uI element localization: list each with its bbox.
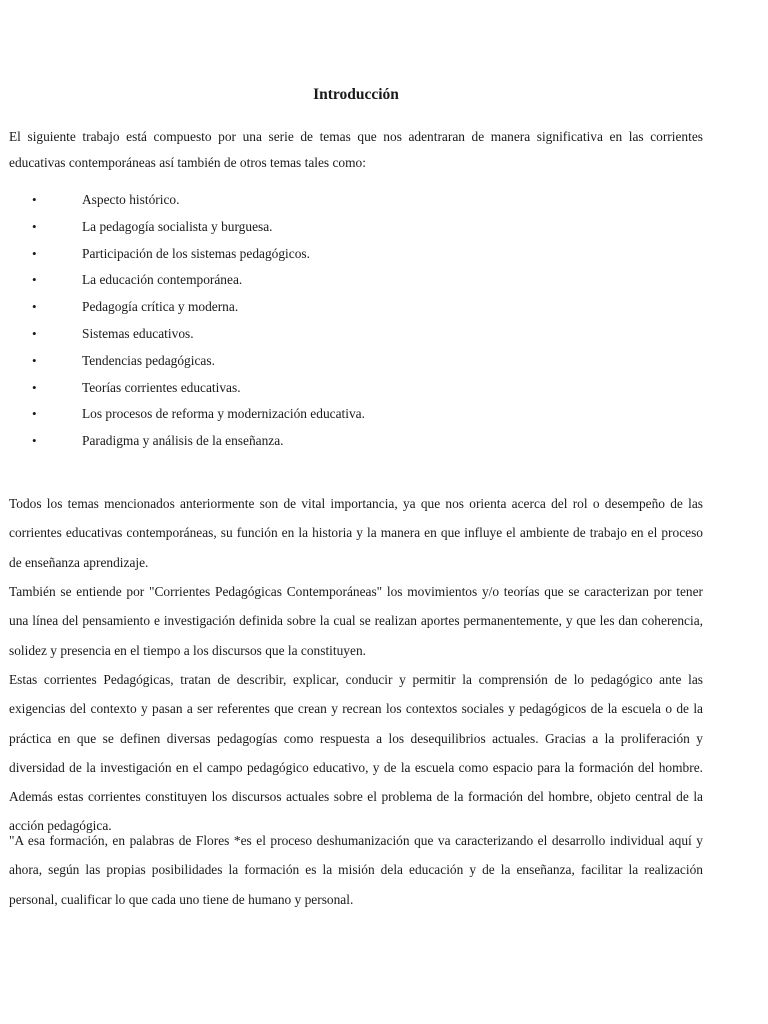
- bullet-icon: •: [32, 406, 37, 422]
- bullet-icon: •: [32, 192, 37, 207]
- list-item-text: Sistemas educativos.: [82, 325, 194, 341]
- body-paragraph-3: Estas corrientes Pedagógicas, tratan de describir, explicar, conducir y permitir la comprensión de lo pedagógico ante las exigencias del contexto y pasan a ser referentes que crean y recrean los contextos sociales y pedagógicos de la escuela o de la práctica en que se definen diversas pedagogías como respuesta a los desequilibrios actuales. Gracias a la proliferación y diversidad de la investigación en el campo pedagógico educativo, y de la escuela como espacio para la formación del hombre. Además estas corrientes constituyen los discursos actuales sobre el problema de la formación del hombre, objeto central de la acción pedagógica.: [9, 672, 703, 834]
- list-item-text: La pedagogía socialista y burguesa.: [82, 218, 273, 234]
- topic-list: [0, 187, 700, 455]
- list-item: [0, 428, 700, 455]
- bullet-icon: •: [32, 379, 37, 395]
- bullet-icon: •: [32, 299, 37, 315]
- bullet-icon: •: [32, 245, 37, 261]
- list-item-text: Aspecto histórico.: [82, 192, 180, 207]
- bullet-icon: •: [32, 272, 37, 288]
- list-item-text: Participación de los sistemas pedagógicos.: [82, 245, 310, 261]
- list-item: [0, 267, 700, 294]
- title-container: [0, 86, 712, 104]
- list-item-text: Los procesos de reforma y modernización educativa.: [82, 406, 365, 422]
- body-paragraph-1: Todos los temas mencionados anteriormente son de vital importancia, ya que nos orienta acerca del rol o desempeño de las corrientes educativas contemporáneas, su función en la historia y la manera en que influye el ambiente de trabajo en el proceso de enseñanza aprendizaje.: [9, 496, 703, 570]
- bullet-icon: •: [32, 352, 37, 368]
- intro-paragraph: El siguiente trabajo está compuesto por una serie de temas que nos adentraran de manera significativa en las corrientes educativas contemporáneas así también de otros temas tales como:: [9, 129, 703, 170]
- list-item: [0, 321, 700, 348]
- list-item-text: Pedagogía crítica y moderna.: [82, 299, 239, 315]
- list-item: [0, 401, 700, 428]
- list-item: [0, 348, 700, 375]
- bullet-icon: •: [32, 433, 37, 449]
- list-item: [0, 375, 700, 402]
- body-paragraph-2: También se entiende por "Corrientes Pedagógicas Contemporáneas" los movimientos y/o teorías que se caracterizan por tener una línea del pensamiento e investigación definida sobre la cual se realizan aportes permanentemente, y que les dan coherencia, solidez y presencia en el tiempo a los discursos que la constituyen.: [9, 584, 703, 658]
- list-item-text: La educación contemporánea.: [82, 272, 243, 288]
- bullet-icon: •: [32, 218, 37, 234]
- page-title: Introducción: [313, 86, 399, 103]
- list-item: [0, 294, 700, 321]
- list-item-text: Teorías corrientes educativas.: [82, 379, 241, 395]
- bullet-icon: •: [32, 325, 37, 341]
- list-item-text: Paradigma y análisis de la enseñanza.: [82, 433, 284, 449]
- list-item: [0, 214, 700, 241]
- list-item: [0, 241, 700, 268]
- list-item: [0, 187, 700, 214]
- list-item-text: Tendencias pedagógicas.: [82, 352, 215, 368]
- body-paragraph-4: "A esa formación, en palabras de Flores *es el proceso deshumanización que va caracterizando el desarrollo individual aquí y ahora, según las propias posibilidades la formación es la misión dela educación y de la enseñanza, facilitar la realización personal, cualificar lo que cada uno tiene de humano y personal.: [9, 833, 703, 907]
